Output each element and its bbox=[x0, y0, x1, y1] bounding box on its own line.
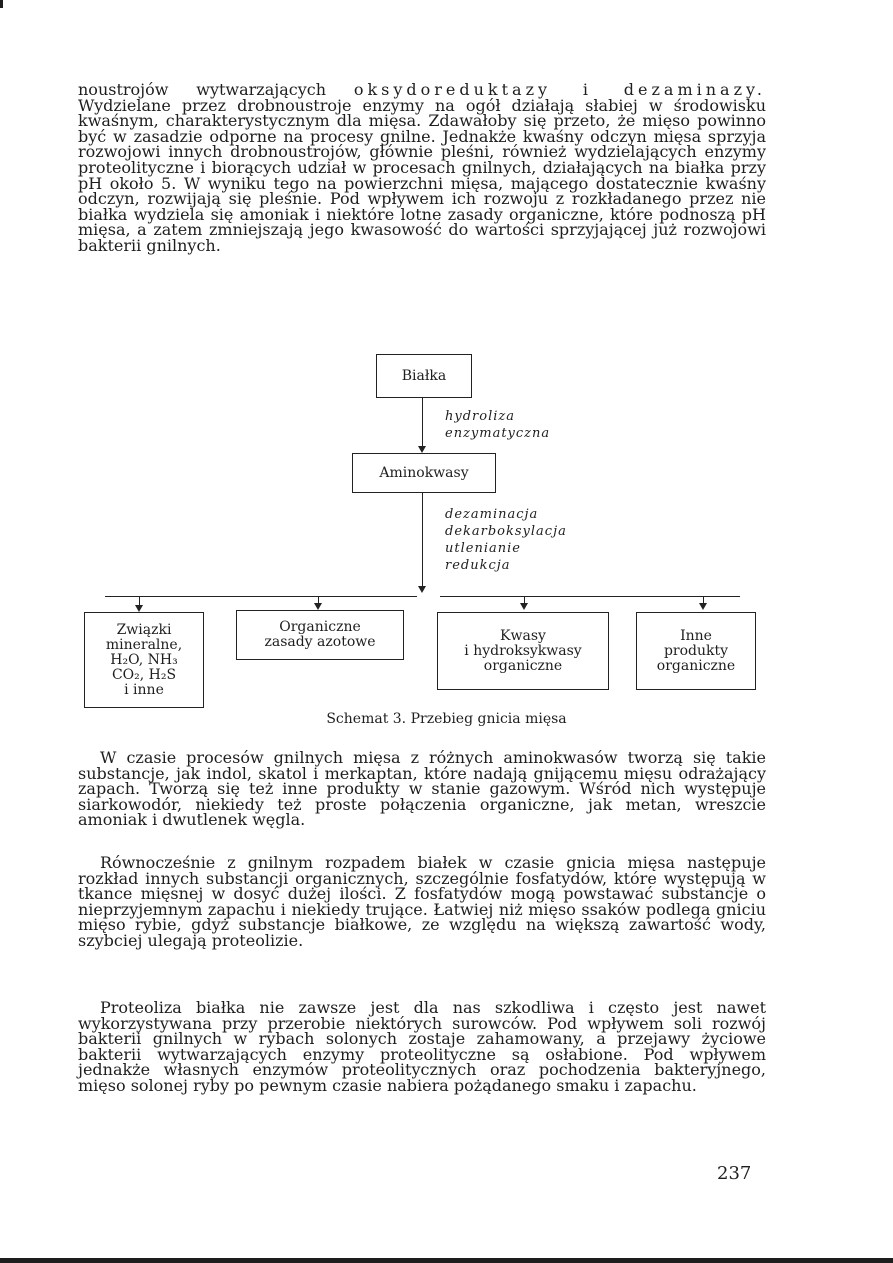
paragraph-4: Proteoliza białka nie zawsze jest dla nas szkodliwa i często jest nawet wykorzystywana przy przerobie niektórych surowców. Pod wpływem soli rozwój bakterii gnilnych w rybach solonych zostaje zahamowany, a przejawy życiowe bakterii wytwarzających enzymy proteolityczne są osłabione. Pod wpływem jednakże własnych enzymów proteolitycznych oraz pochodzenia bakteryjnego, mięso solonej ryby po pewnym czasie nabiera pożądanego smaku i zapachu. bbox=[78, 998, 766, 1095]
page-number: 237 bbox=[717, 1163, 752, 1184]
drop-3-head bbox=[520, 603, 528, 610]
label-hydroliza: hydroliza bbox=[445, 409, 515, 424]
box1-line4: CO₂, H₂S bbox=[111, 666, 177, 683]
branch-line-left bbox=[105, 596, 417, 597]
box-bialka-label: Białka bbox=[401, 367, 447, 384]
paragraph-1 bbox=[78, 82, 766, 254]
paragraph-1-start: noustrojów wytwarzających bbox=[78, 80, 354, 99]
paragraph-3: Równocześnie z gnilnym rozpadem białek w czasie gnicia mięsa następuje rozkład innych substancji organicznych, szczególnie fosfatydów, które występują w tkance mięsnej w dosyć dużej ilości. Z fosfatydów mogą powstawać substancje o nieprzyjemnym zapachu i niekiedy trujące. Łatwiej niż mięso ssaków podlega gniciu mięso rybie, gdyż substancje białkowe, ze względu na większą zawartość wody, szybciej ulegają proteolizie. bbox=[78, 853, 766, 950]
scan-mark bbox=[0, 0, 3, 8]
scan-edge bbox=[0, 1258, 893, 1263]
box-zwiazki-mineralne bbox=[84, 612, 204, 708]
label-utlenianie: utlenianie bbox=[445, 541, 521, 556]
box-organiczne-zasady bbox=[236, 610, 404, 660]
arrow-hydrolysis-line bbox=[422, 397, 423, 447]
paragraph-1-spaced-terms: oksydoreduktazy i dezaminazy. bbox=[353, 80, 766, 99]
box4-line2: produkty bbox=[663, 642, 729, 659]
box-aminokwasy bbox=[352, 453, 496, 493]
arrow-transformations-line bbox=[422, 492, 423, 587]
box-kwasy bbox=[437, 612, 609, 690]
branch-line-right bbox=[440, 596, 740, 597]
box4-line3: organiczne bbox=[656, 657, 736, 674]
label-redukcja: redukcja bbox=[445, 558, 511, 573]
box2-line2: zasady azotowe bbox=[264, 634, 376, 650]
box4-line1: Inne bbox=[680, 627, 712, 644]
box1-line5: i inne bbox=[124, 681, 164, 698]
diagram-caption: Schemat 3. Przebieg gnicia mięsa bbox=[326, 711, 567, 727]
box3-line1: Kwasy bbox=[500, 627, 546, 644]
box-inne-produkty bbox=[636, 612, 756, 690]
box1-line2: mineralne, bbox=[105, 636, 183, 653]
arrow-hydrolysis-head bbox=[418, 446, 426, 453]
drop-2-head bbox=[314, 603, 322, 610]
paragraph-1-rest: Wydzielane przez drobnoustroje enzymy na ogół działają słabiej w środowisku kwaśnym, charakterystycznym dla mięsa. Zdawałoby się przeto, że mięso powinno być w zasadzie odporne na procesy gnilne. Jednakże kwaśny odczyn mięsa sprzyja rozwojowi innych drobnoustrojów, głównie pleśni, również wydzielających enzymy proteolityczne i biorących udział w procesach gnilnych, działających na białka przy pH około 5. W wyniku tego na powierzchni mięsa, mającego dostatecznie kwaśny odczyn, rozwijają się pleśnie. Pod wpływem ich rozwoju z rozkładanego przez nie białka wydziela się amoniak i niektóre lotne zasady organiczne, które podnoszą pH mięsa, a zatem zmniejszają jego kwasowość do wartości sprzyjającej już rozwojowi bakterii gnilnych. bbox=[78, 95, 766, 255]
label-dekarboksylacja: dekarboksylacja bbox=[445, 524, 567, 539]
box3-line3: organiczne bbox=[483, 657, 563, 674]
box-bialka bbox=[376, 354, 472, 398]
box3-line2: i hydroksykwasy bbox=[464, 642, 582, 659]
box1-line3: H₂O, NH₃ bbox=[110, 651, 178, 668]
box2-line1: Organiczne bbox=[279, 619, 361, 635]
drop-4-head bbox=[699, 603, 707, 610]
drop-1-head bbox=[135, 605, 143, 612]
paragraph-2: W czasie procesów gnilnych mięsa z różnych aminokwasów tworzą się takie substancje, jak indol, skatol i merkaptan, które nadają gnijącemu mięsu odrażający zapach. Tworzą się też inne produkty w stanie gazowym. Wśród nich występuje siarkowodór, niekiedy też proste połączenia organiczne, jak metan, wreszcie amoniak i dwutlenek węgla. bbox=[78, 748, 766, 830]
box-aminokwasy-label: Aminokwasy bbox=[379, 464, 469, 481]
label-enzymatyczna: enzymatyczna bbox=[445, 426, 551, 441]
arrow-transformations-head bbox=[418, 586, 426, 593]
box1-line1: Związki bbox=[116, 621, 172, 638]
label-dezaminacja: dezaminacja bbox=[445, 507, 539, 522]
